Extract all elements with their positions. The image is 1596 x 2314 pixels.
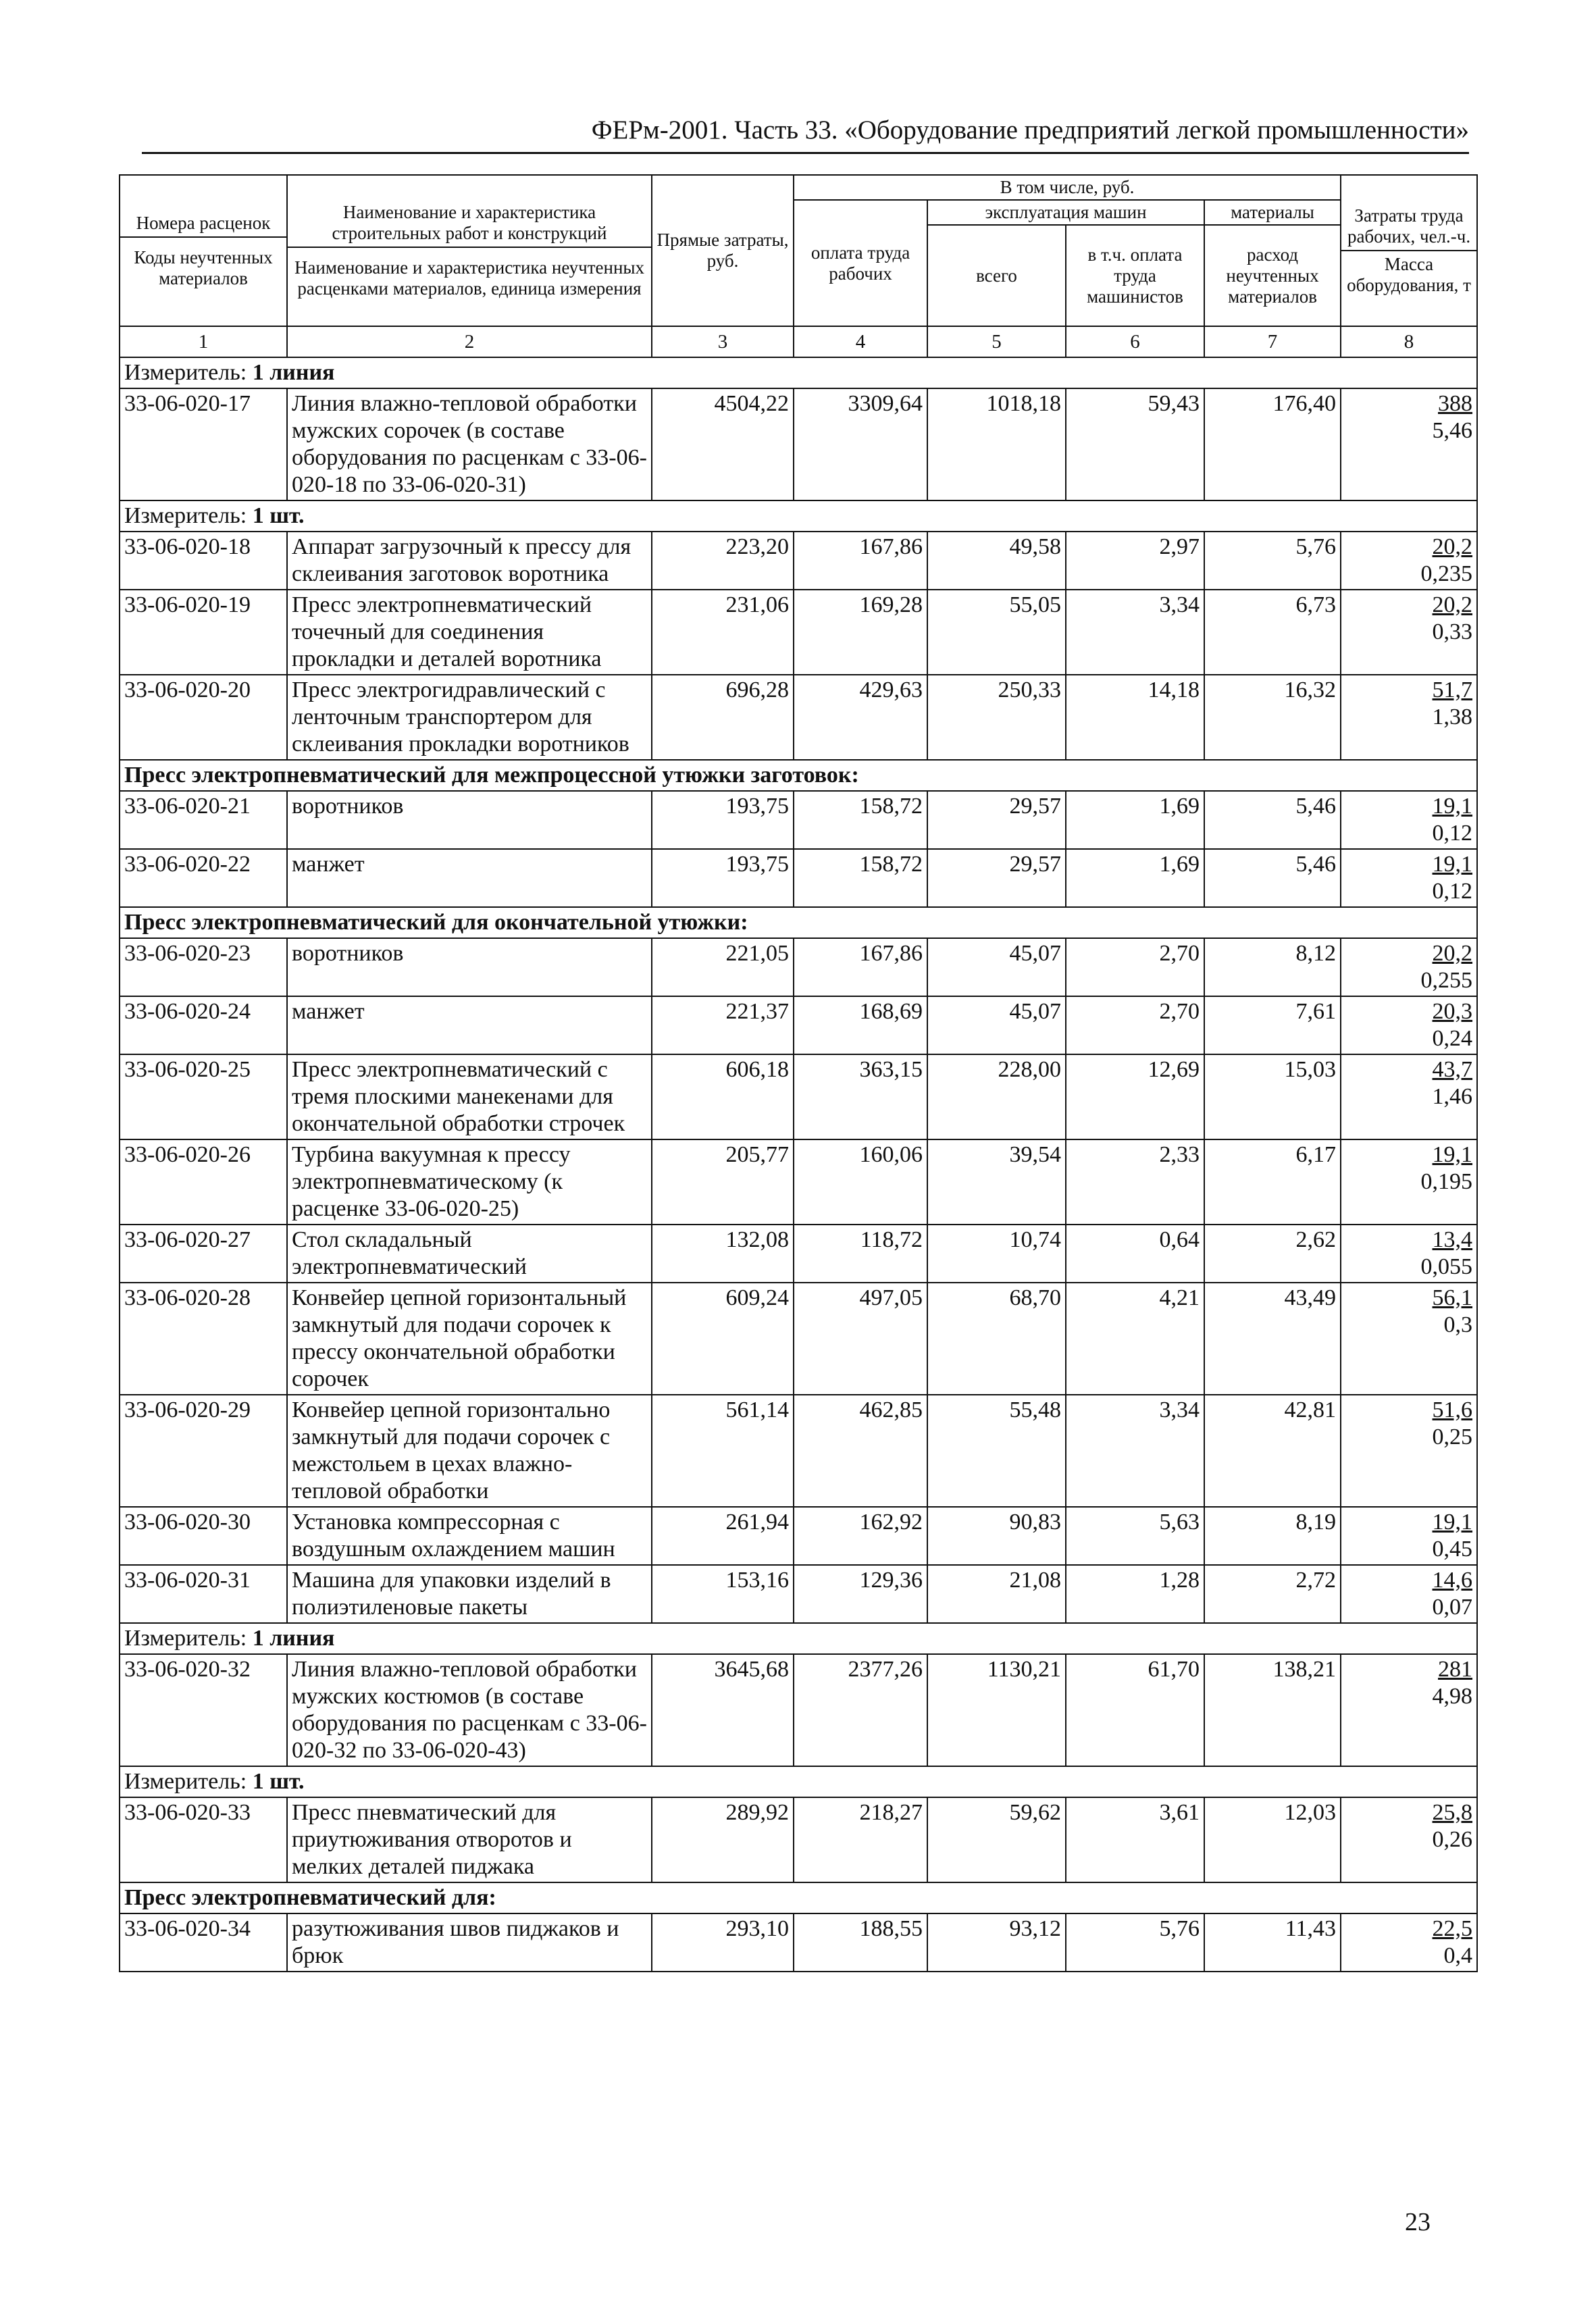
cell-labor: 169,28 bbox=[794, 590, 927, 675]
cell-mach-labor: 0,64 bbox=[1066, 1225, 1204, 1283]
section-label bbox=[120, 760, 1477, 791]
cell-labor-mass bbox=[1341, 1654, 1477, 1766]
cell-mach-labor: 3,61 bbox=[1066, 1797, 1204, 1882]
cell-direct: 153,16 bbox=[652, 1565, 794, 1623]
cell-labor-mass bbox=[1341, 1395, 1477, 1507]
rate-code: 33-06-020-27 bbox=[120, 1225, 287, 1283]
rate-code: 33-06-020-28 bbox=[120, 1283, 287, 1395]
cell-materials: 11,43 bbox=[1204, 1913, 1341, 1972]
cell-labor-mass bbox=[1341, 849, 1477, 907]
cell-labor: 3309,64 bbox=[794, 388, 927, 500]
cell-labor-mass bbox=[1341, 1054, 1477, 1139]
cell-labor-mass bbox=[1341, 532, 1477, 590]
cell-labor: 158,72 bbox=[794, 849, 927, 907]
section-label bbox=[120, 500, 1477, 532]
col-index-cell: 7 bbox=[1204, 326, 1341, 357]
cell-materials: 5,46 bbox=[1204, 791, 1341, 849]
col-index-cell: 5 bbox=[927, 326, 1066, 357]
cell-direct: 261,94 bbox=[652, 1507, 794, 1565]
rate-code: 33-06-020-31 bbox=[120, 1565, 287, 1623]
price-table bbox=[119, 174, 1478, 1972]
cell-mach: 90,83 bbox=[927, 1507, 1066, 1565]
table-row bbox=[120, 938, 1477, 996]
equipment-mass: 0,33 bbox=[1432, 619, 1473, 644]
cell-mach: 39,54 bbox=[927, 1139, 1066, 1225]
rate-code: 33-06-020-18 bbox=[120, 532, 287, 590]
table-row bbox=[120, 1507, 1477, 1565]
cell-materials: 138,21 bbox=[1204, 1654, 1341, 1766]
equipment-mass: 5,46 bbox=[1432, 418, 1473, 443]
item-name: воротников bbox=[287, 791, 652, 849]
column-index-row bbox=[120, 326, 1477, 357]
labor-hours: 19,1 bbox=[1432, 852, 1473, 877]
item-name: Линия влажно-тепловой обработки мужских костюмов (в составе оборудования по расценкам с 33-06-020-32 по 33-06-020-43) bbox=[287, 1654, 652, 1766]
equipment-mass: 1,46 bbox=[1432, 1084, 1473, 1109]
cell-materials: 5,46 bbox=[1204, 849, 1341, 907]
cell-direct: 193,75 bbox=[652, 849, 794, 907]
section-text: Измеритель: 1 линия bbox=[124, 360, 335, 385]
cell-direct: 223,20 bbox=[652, 532, 794, 590]
cell-labor: 168,69 bbox=[794, 996, 927, 1054]
cell-materials: 2,62 bbox=[1204, 1225, 1341, 1283]
cell-labor-mass bbox=[1341, 1139, 1477, 1225]
col-header-c5: всего bbox=[927, 225, 1066, 326]
cell-labor-mass bbox=[1341, 388, 1477, 500]
equipment-mass: 4,98 bbox=[1432, 1684, 1473, 1709]
cell-mach: 29,57 bbox=[927, 849, 1066, 907]
item-name: Машина для упаковки изделий в полиэтиленовые пакеты bbox=[287, 1565, 652, 1623]
labor-hours: 281 bbox=[1438, 1657, 1473, 1682]
cell-labor-mass bbox=[1341, 1225, 1477, 1283]
cell-mach: 21,08 bbox=[927, 1565, 1066, 1623]
cell-materials: 16,32 bbox=[1204, 675, 1341, 760]
equipment-mass: 0,12 bbox=[1432, 821, 1473, 846]
cell-direct: 696,28 bbox=[652, 675, 794, 760]
cell-labor: 363,15 bbox=[794, 1054, 927, 1139]
table-row bbox=[120, 1225, 1477, 1283]
table-row bbox=[120, 1395, 1477, 1507]
section-row bbox=[120, 1623, 1477, 1654]
col-header-names bbox=[287, 175, 652, 326]
cell-materials: 8,19 bbox=[1204, 1507, 1341, 1565]
table-row bbox=[120, 996, 1477, 1054]
col-index-cell: 8 bbox=[1341, 326, 1477, 357]
equipment-mass: 0,3 bbox=[1443, 1312, 1473, 1337]
cell-direct: 289,92 bbox=[652, 1797, 794, 1882]
equipment-mass: 0,24 bbox=[1432, 1026, 1473, 1051]
table-row bbox=[120, 1054, 1477, 1139]
item-name: манжет bbox=[287, 996, 652, 1054]
section-row bbox=[120, 907, 1477, 938]
rate-code: 33-06-020-19 bbox=[120, 590, 287, 675]
equipment-mass: 0,055 bbox=[1420, 1254, 1473, 1279]
equipment-mass: 0,25 bbox=[1432, 1424, 1473, 1449]
table-row bbox=[120, 675, 1477, 760]
cell-materials: 15,03 bbox=[1204, 1054, 1341, 1139]
cell-direct: 231,06 bbox=[652, 590, 794, 675]
item-name: Установка компрессорная с воздушным охлаждением машин bbox=[287, 1507, 652, 1565]
item-name: Пресс пневматический для приутюживания отворотов и мелких деталей пиджака bbox=[287, 1797, 652, 1882]
table-row bbox=[120, 388, 1477, 500]
table-row bbox=[120, 1797, 1477, 1882]
cell-mach: 49,58 bbox=[927, 532, 1066, 590]
cell-materials: 176,40 bbox=[1204, 388, 1341, 500]
cell-mach-labor: 2,97 bbox=[1066, 532, 1204, 590]
equipment-mass: 0,195 bbox=[1420, 1169, 1473, 1194]
cell-mach-labor: 2,33 bbox=[1066, 1139, 1204, 1225]
cell-labor: 158,72 bbox=[794, 791, 927, 849]
section-text: Измеритель: 1 линия bbox=[124, 1626, 335, 1651]
cell-direct: 4504,22 bbox=[652, 388, 794, 500]
cell-materials: 12,03 bbox=[1204, 1797, 1341, 1882]
labor-hours: 43,7 bbox=[1432, 1057, 1473, 1082]
cell-direct: 205,77 bbox=[652, 1139, 794, 1225]
labor-hours: 19,1 bbox=[1432, 1142, 1473, 1167]
cell-mach: 10,74 bbox=[927, 1225, 1066, 1283]
cell-labor-mass bbox=[1341, 590, 1477, 675]
labor-hours: 19,1 bbox=[1432, 794, 1473, 819]
cell-labor-mass bbox=[1341, 1283, 1477, 1395]
rate-code: 33-06-020-29 bbox=[120, 1395, 287, 1507]
section-row bbox=[120, 357, 1477, 388]
table-row bbox=[120, 849, 1477, 907]
cell-labor: 218,27 bbox=[794, 1797, 927, 1882]
col-index-cell: 3 bbox=[652, 326, 794, 357]
cell-materials: 6,73 bbox=[1204, 590, 1341, 675]
cell-direct: 293,10 bbox=[652, 1913, 794, 1972]
col-index-cell: 6 bbox=[1066, 326, 1204, 357]
cell-materials: 7,61 bbox=[1204, 996, 1341, 1054]
cell-mach-labor: 59,43 bbox=[1066, 388, 1204, 500]
cell-mach-labor: 1,69 bbox=[1066, 849, 1204, 907]
equipment-mass: 1,38 bbox=[1432, 704, 1473, 729]
item-name: Аппарат загрузочный к прессу для склеивания заготовок воротника bbox=[287, 532, 652, 590]
col-header-c8 bbox=[1341, 175, 1477, 326]
col-header-c8a: Затраты труда рабочих, чел.-ч. bbox=[1347, 205, 1471, 247]
labor-hours: 25,8 bbox=[1432, 1800, 1473, 1825]
col-header-c1a: Номера расценок bbox=[136, 212, 271, 233]
section-text: Измеритель: 1 шт. bbox=[124, 503, 305, 528]
equipment-mass: 0,4 bbox=[1443, 1943, 1473, 1968]
cell-labor: 167,86 bbox=[794, 532, 927, 590]
equipment-mass: 0,07 bbox=[1432, 1595, 1473, 1620]
item-name: Турбина вакуумная к прессу электропневматическому (к расценке 33-06-020-25) bbox=[287, 1139, 652, 1225]
item-name: Конвейер цепной горизонтально замкнутый для подачи сорочек с межстольем в цехах влажно-тепловой обработки bbox=[287, 1395, 652, 1507]
section-row bbox=[120, 760, 1477, 791]
col-header-machines: эксплуатация машин bbox=[927, 200, 1204, 225]
cell-mach-labor: 4,21 bbox=[1066, 1283, 1204, 1395]
cell-mach-labor: 14,18 bbox=[1066, 675, 1204, 760]
section-label bbox=[120, 357, 1477, 388]
rate-code: 33-06-020-20 bbox=[120, 675, 287, 760]
cell-labor-mass bbox=[1341, 791, 1477, 849]
cell-labor: 162,92 bbox=[794, 1507, 927, 1565]
item-name: Пресс электрогидравлический с ленточным транспортером для склеивания прокладки воротников bbox=[287, 675, 652, 760]
labor-hours: 51,7 bbox=[1432, 677, 1473, 702]
col-index-cell: 1 bbox=[120, 326, 287, 357]
cell-mach-labor: 3,34 bbox=[1066, 1395, 1204, 1507]
cell-labor: 160,06 bbox=[794, 1139, 927, 1225]
item-name: Конвейер цепной горизонтальный замкнутый для подачи сорочек к прессу окончательной обработки сорочек bbox=[287, 1283, 652, 1395]
cell-mach-labor: 12,69 bbox=[1066, 1054, 1204, 1139]
page-header: ФЕРм-2001. Часть 33. «Оборудование предприятий легкой промышленности» bbox=[142, 115, 1469, 154]
cell-labor: 188,55 bbox=[794, 1913, 927, 1972]
cell-mach-labor: 1,28 bbox=[1066, 1565, 1204, 1623]
col-header-c2a: Наименование и характеристика строительных работ и конструкций bbox=[332, 202, 607, 243]
cell-labor-mass bbox=[1341, 938, 1477, 996]
col-header-codes bbox=[120, 175, 287, 326]
table-row bbox=[120, 1654, 1477, 1766]
cell-mach: 45,07 bbox=[927, 996, 1066, 1054]
cell-labor-mass bbox=[1341, 1507, 1477, 1565]
rate-code: 33-06-020-34 bbox=[120, 1913, 287, 1972]
cell-direct: 3645,68 bbox=[652, 1654, 794, 1766]
cell-mach: 93,12 bbox=[927, 1913, 1066, 1972]
cell-mach-labor: 5,76 bbox=[1066, 1913, 1204, 1972]
cell-materials: 5,76 bbox=[1204, 532, 1341, 590]
cell-direct: 221,37 bbox=[652, 996, 794, 1054]
table-row bbox=[120, 1913, 1477, 1972]
cell-direct: 132,08 bbox=[652, 1225, 794, 1283]
cell-mach-labor: 1,69 bbox=[1066, 791, 1204, 849]
item-name: Пресс электропневматический точечный для соединения прокладки и деталей воротника bbox=[287, 590, 652, 675]
col-header-c4: оплата труда рабочих bbox=[794, 200, 927, 326]
rate-code: 33-06-020-26 bbox=[120, 1139, 287, 1225]
rate-code: 33-06-020-33 bbox=[120, 1797, 287, 1882]
item-name: Линия влажно-тепловой обработки мужских сорочек (в составе оборудования по расценкам с 33-06-020-18 по 33-06-020-31) bbox=[287, 388, 652, 500]
rate-code: 33-06-020-32 bbox=[120, 1654, 287, 1766]
equipment-mass: 0,26 bbox=[1432, 1827, 1473, 1852]
section-label bbox=[120, 1766, 1477, 1797]
cell-mach-labor: 2,70 bbox=[1066, 938, 1204, 996]
col-header-materials: материалы bbox=[1204, 200, 1341, 225]
section-label bbox=[120, 1623, 1477, 1654]
col-index-cell: 2 bbox=[287, 326, 652, 357]
cell-mach-labor: 3,34 bbox=[1066, 590, 1204, 675]
labor-hours: 22,5 bbox=[1432, 1916, 1473, 1941]
cell-labor: 429,63 bbox=[794, 675, 927, 760]
section-row bbox=[120, 1766, 1477, 1797]
cell-direct: 193,75 bbox=[652, 791, 794, 849]
cell-labor: 462,85 bbox=[794, 1395, 927, 1507]
table-row bbox=[120, 1139, 1477, 1225]
section-label bbox=[120, 1882, 1477, 1913]
cell-mach: 29,57 bbox=[927, 791, 1066, 849]
cell-labor: 118,72 bbox=[794, 1225, 927, 1283]
item-name: воротников bbox=[287, 938, 652, 996]
rate-code: 33-06-020-25 bbox=[120, 1054, 287, 1139]
section-text: Пресс электропневматический для: bbox=[124, 1885, 496, 1910]
section-label bbox=[120, 907, 1477, 938]
equipment-mass: 0,235 bbox=[1420, 561, 1473, 586]
cell-materials: 42,81 bbox=[1204, 1395, 1341, 1507]
cell-direct: 561,14 bbox=[652, 1395, 794, 1507]
cell-materials: 6,17 bbox=[1204, 1139, 1341, 1225]
cell-direct: 221,05 bbox=[652, 938, 794, 996]
cell-labor-mass bbox=[1341, 1913, 1477, 1972]
cell-mach: 1130,21 bbox=[927, 1654, 1066, 1766]
rate-code: 33-06-020-23 bbox=[120, 938, 287, 996]
labor-hours: 20,2 bbox=[1432, 941, 1473, 966]
cell-mach: 250,33 bbox=[927, 675, 1066, 760]
table-row bbox=[120, 590, 1477, 675]
item-name: Пресс электропневматический с тремя плоскими манекенами для окончательной обработки строчек bbox=[287, 1054, 652, 1139]
labor-hours: 51,6 bbox=[1432, 1397, 1473, 1422]
table-row bbox=[120, 1565, 1477, 1623]
cell-materials: 43,49 bbox=[1204, 1283, 1341, 1395]
cell-mach: 45,07 bbox=[927, 938, 1066, 996]
cell-mach-labor: 2,70 bbox=[1066, 996, 1204, 1054]
labor-hours: 20,3 bbox=[1432, 999, 1473, 1024]
rate-code: 33-06-020-24 bbox=[120, 996, 287, 1054]
cell-labor-mass bbox=[1341, 675, 1477, 760]
rate-code: 33-06-020-22 bbox=[120, 849, 287, 907]
page-number: 23 bbox=[1405, 2208, 1431, 2236]
table-row bbox=[120, 1283, 1477, 1395]
col-header-incl: В том числе, руб. bbox=[794, 175, 1341, 200]
col-header-c3: Прямые затраты, руб. bbox=[652, 175, 794, 326]
cell-labor: 129,36 bbox=[794, 1565, 927, 1623]
cell-mach: 228,00 bbox=[927, 1054, 1066, 1139]
equipment-mass: 0,255 bbox=[1420, 968, 1473, 993]
cell-mach: 55,48 bbox=[927, 1395, 1066, 1507]
section-text: Пресс электропневматический для межпроцессной утюжки заготовок: bbox=[124, 763, 859, 788]
labor-hours: 20,2 bbox=[1432, 592, 1473, 617]
table-row bbox=[120, 532, 1477, 590]
cell-labor-mass bbox=[1341, 996, 1477, 1054]
section-text: Пресс электропневматический для окончательной утюжки: bbox=[124, 910, 748, 935]
equipment-mass: 0,12 bbox=[1432, 879, 1473, 904]
cell-mach: 59,62 bbox=[927, 1797, 1066, 1882]
labor-hours: 19,1 bbox=[1432, 1510, 1473, 1535]
item-name: Стол складальный электропневматический bbox=[287, 1225, 652, 1283]
rate-code: 33-06-020-30 bbox=[120, 1507, 287, 1565]
section-row bbox=[120, 1882, 1477, 1913]
col-header-c7: расход неучтенных материалов bbox=[1204, 225, 1341, 326]
section-row bbox=[120, 500, 1477, 532]
cell-direct: 609,24 bbox=[652, 1283, 794, 1395]
cell-labor-mass bbox=[1341, 1797, 1477, 1882]
cell-mach: 55,05 bbox=[927, 590, 1066, 675]
item-name: манжет bbox=[287, 849, 652, 907]
labor-hours: 388 bbox=[1438, 391, 1473, 416]
cell-mach-labor: 61,70 bbox=[1066, 1654, 1204, 1766]
labor-hours: 56,1 bbox=[1432, 1285, 1473, 1310]
labor-hours: 13,4 bbox=[1432, 1227, 1473, 1252]
cell-direct: 606,18 bbox=[652, 1054, 794, 1139]
col-header-c8b: Масса оборудования, т bbox=[1341, 250, 1476, 296]
table-row bbox=[120, 791, 1477, 849]
rate-code: 33-06-020-21 bbox=[120, 791, 287, 849]
cell-mach: 1018,18 bbox=[927, 388, 1066, 500]
col-index-cell: 4 bbox=[794, 326, 927, 357]
cell-labor-mass bbox=[1341, 1565, 1477, 1623]
col-header-c1b: Коды неучтенных материалов bbox=[120, 236, 286, 289]
section-text: Измеритель: 1 шт. bbox=[124, 1769, 305, 1794]
cell-mach: 68,70 bbox=[927, 1283, 1066, 1395]
col-header-c2b: Наименование и характеристика неучтенных расценками материалов, единица измерения bbox=[288, 247, 651, 299]
labor-hours: 14,6 bbox=[1432, 1568, 1473, 1593]
col-header-c6: в т.ч. оплата труда машинистов bbox=[1066, 225, 1204, 326]
rate-code: 33-06-020-17 bbox=[120, 388, 287, 500]
cell-labor: 2377,26 bbox=[794, 1654, 927, 1766]
cell-materials: 8,12 bbox=[1204, 938, 1341, 996]
equipment-mass: 0,45 bbox=[1432, 1537, 1473, 1562]
cell-labor: 497,05 bbox=[794, 1283, 927, 1395]
cell-materials: 2,72 bbox=[1204, 1565, 1341, 1623]
cell-mach-labor: 5,63 bbox=[1066, 1507, 1204, 1565]
labor-hours: 20,2 bbox=[1432, 534, 1473, 559]
cell-labor: 167,86 bbox=[794, 938, 927, 996]
item-name: разутюживания швов пиджаков и брюк bbox=[287, 1913, 652, 1972]
